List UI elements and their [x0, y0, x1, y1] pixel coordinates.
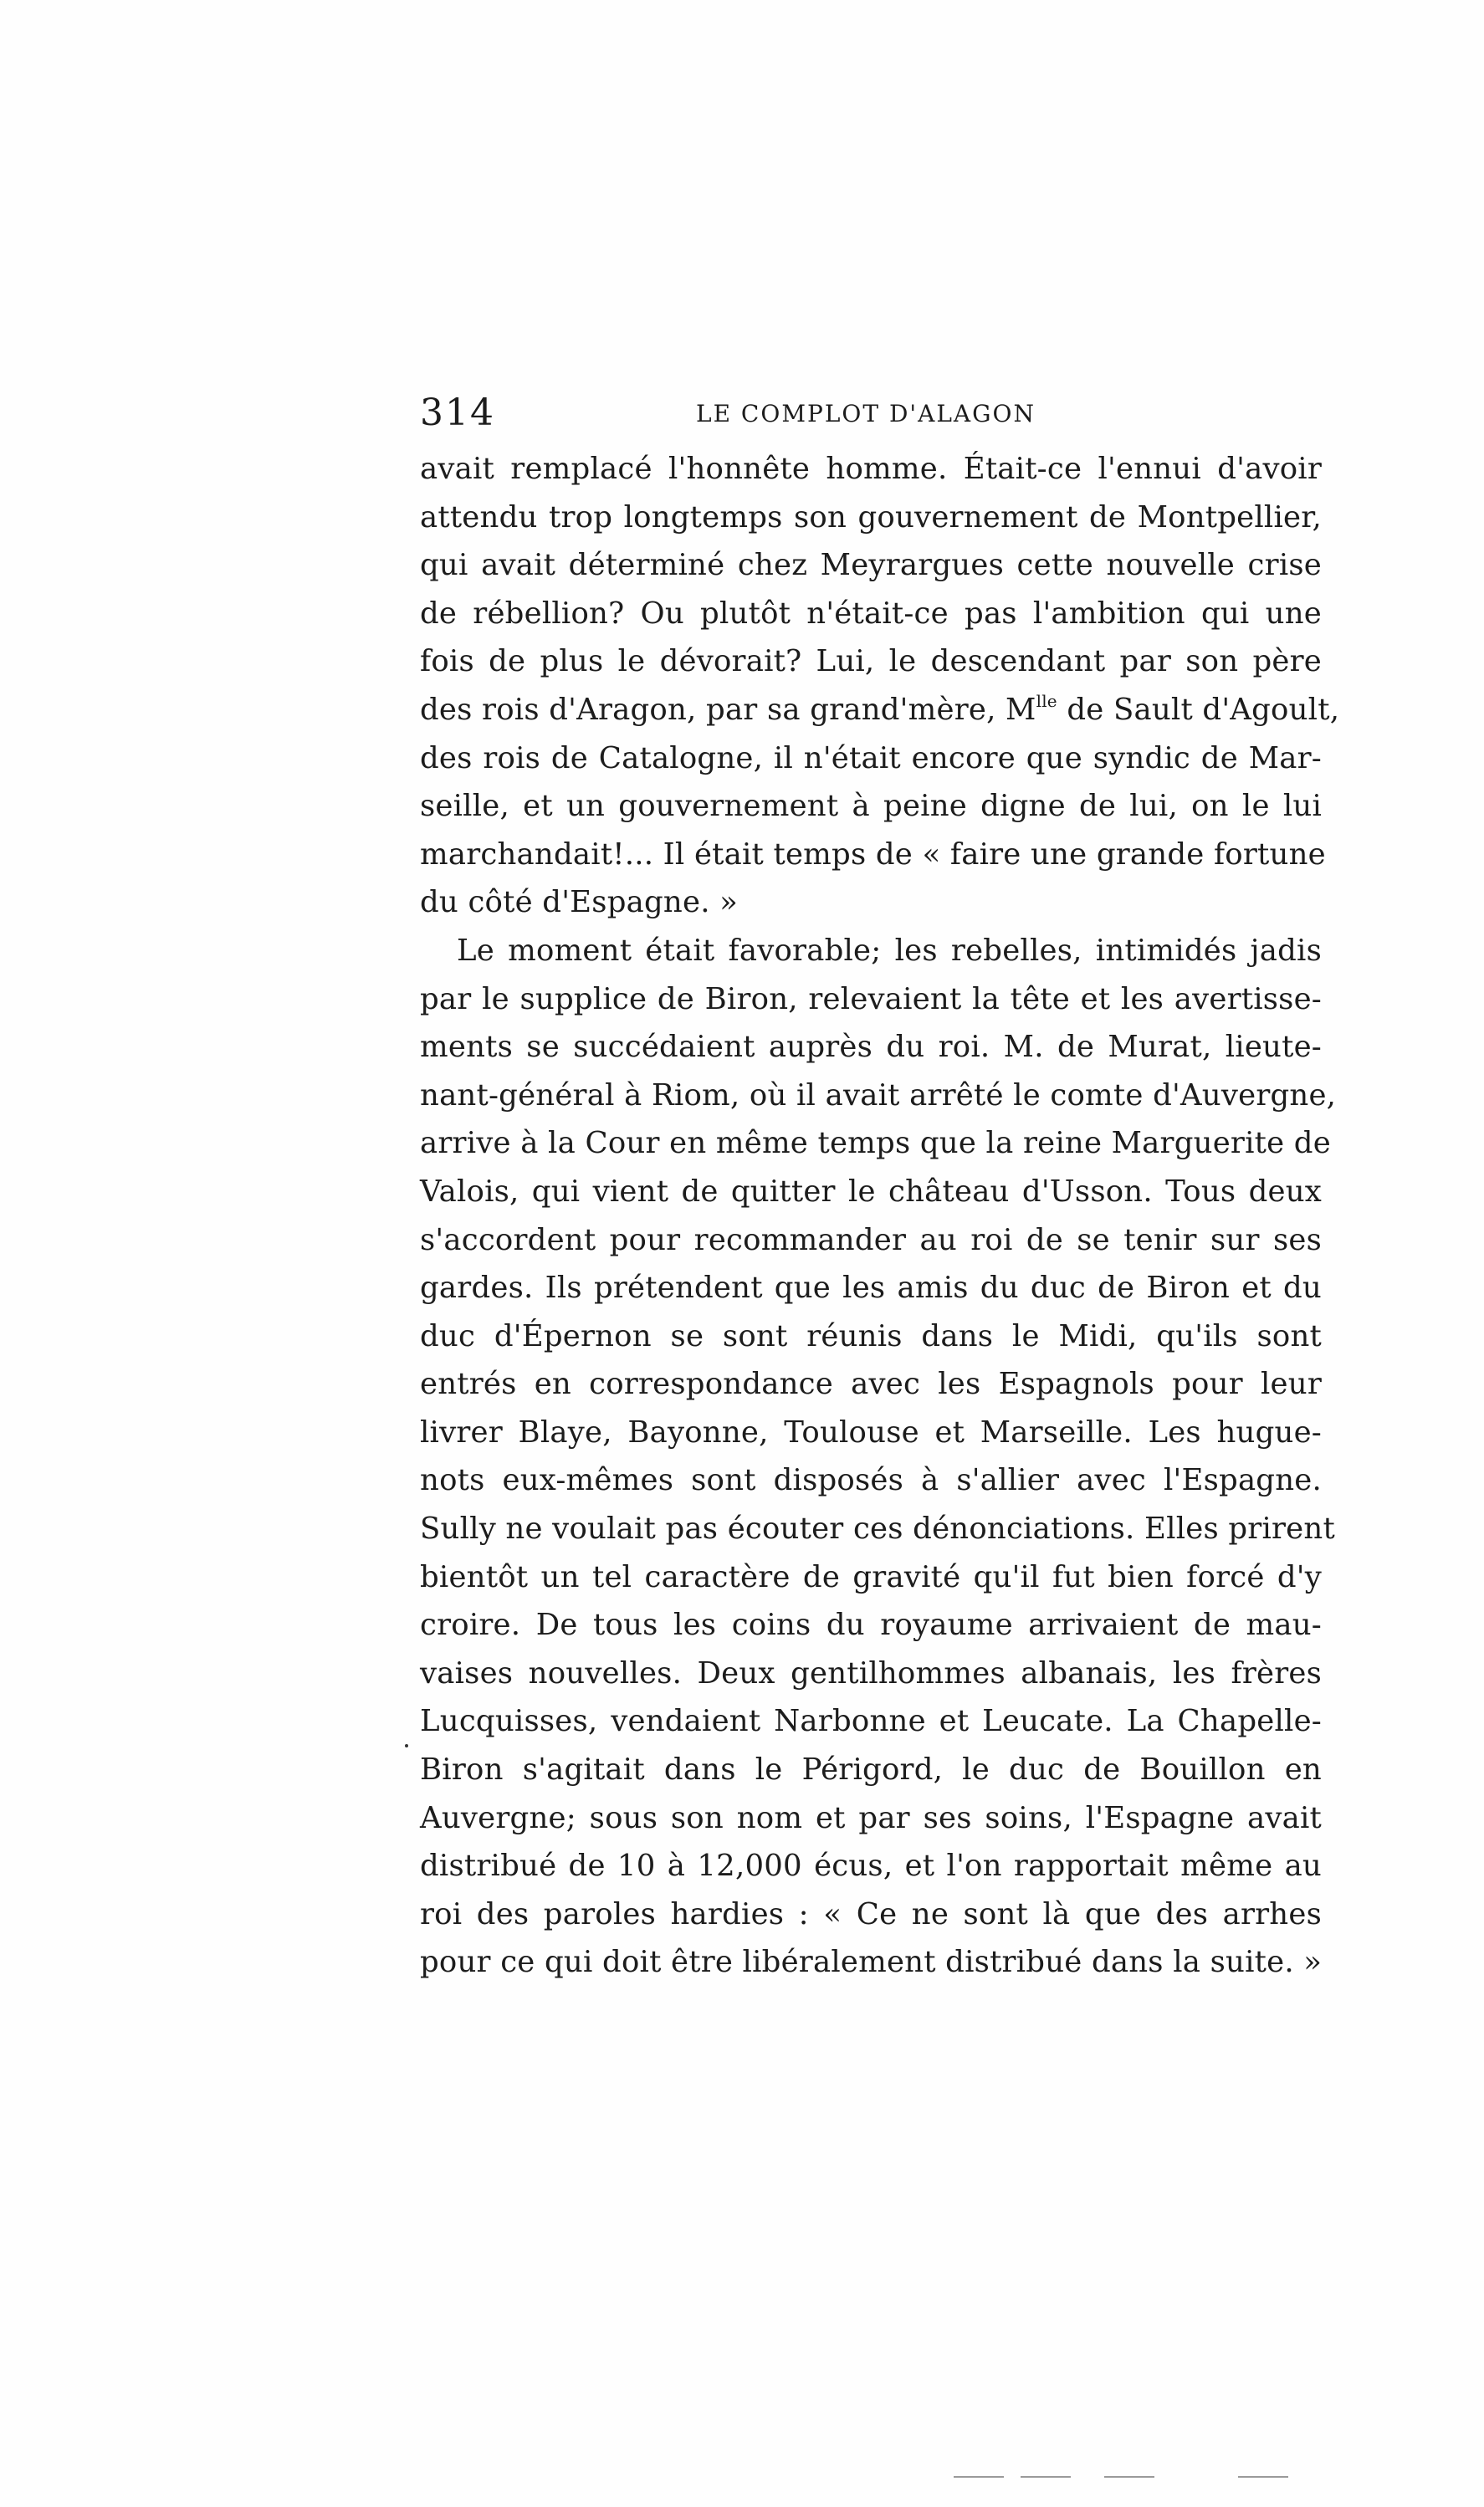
text-line: arrive à la Cour en même temps que la reine Marguerite de: [420, 1126, 1331, 1161]
text-line: pour ce qui doit être libéralement distribué dans la suite. »: [420, 1945, 1323, 1980]
text-line: seille, et un gouvernement à peine digne de lui, on le lui: [420, 789, 1322, 824]
text-line: roi des paroles hardies : « Ce ne sont là que des arrhes: [420, 1896, 1322, 1931]
bottom-scan-mark: [954, 2476, 1004, 2478]
text-line: avait remplacé l'honnête homme. Était-ce l'ennui d'avoir: [420, 452, 1322, 486]
text-line: nots eux-mêmes sont disposés à s'allier avec l'Espagne.: [420, 1463, 1322, 1498]
text-line: distribué de 10 à 12,000 écus, et l'on rapportait même au: [420, 1849, 1322, 1884]
text-line-part: des rois d'Aragon, par sa grand'mère, M: [420, 692, 1036, 727]
bottom-scan-mark: [1104, 2476, 1154, 2478]
text-line: Auvergne; sous son nom et par ses soins, l'Espagne avait: [420, 1800, 1322, 1835]
text-line: du côté d'Espagne. »: [420, 885, 739, 920]
text-line: des rois de Catalogne, il n'était encore que syndic de Mar-: [420, 740, 1322, 775]
text-line: Valois, qui vient de quitter le château d'Usson. Tous deux: [420, 1174, 1322, 1209]
body-text: [420, 445, 1340, 1987]
text-line: Le moment était favorable; les rebelles, intimidés jadis: [457, 933, 1322, 968]
text-line: Lucquisses, vendaient Narbonne et Leucate. La Chapelle-: [420, 1704, 1322, 1739]
text-line: croire. De tous les coins du royaume arrivaient de mau-: [420, 1608, 1322, 1643]
text-line: attendu trop longtemps son gouvernement de Montpellier,: [420, 499, 1322, 535]
text-line: entrés en correspondance avec les Espagnols pour leur: [420, 1367, 1322, 1402]
running-head-title: LE COMPLOT D'ALAGON: [696, 400, 1036, 427]
text-line: qui avait déterminé chez Meyrargues cette nouvelle crise: [420, 548, 1322, 583]
text-line: Sully ne voulait pas écouter ces dénonciations. Elles prirent: [420, 1512, 1335, 1547]
text-line: gardes. Ils prétendent que les amis du duc de Biron et du: [420, 1271, 1322, 1306]
text-line: s'accordent pour recommander au roi de se tenir sur ses: [420, 1222, 1322, 1257]
running-head: [420, 391, 1340, 442]
text-line: nant-général à Riom, où il avait arrêté le comte d'Auvergne,: [420, 1077, 1337, 1113]
text-line: duc d'Épernon se sont réunis dans le Midi, qu'ils sont: [420, 1318, 1322, 1353]
text-line: [420, 686, 1340, 734]
text-line: Biron s'agitait dans le Périgord, le duc de Bouillon en: [420, 1752, 1322, 1788]
page-number: 314: [420, 391, 495, 434]
margin-speck: [405, 1744, 408, 1747]
text-line: livrer Blaye, Bayonne, Toulouse et Marseille. Les hugue-: [420, 1415, 1322, 1450]
superscript-mlle: lle: [1036, 691, 1057, 712]
text-line-part: de Sault d'Agoult,: [1057, 692, 1340, 727]
bottom-scan-mark: [1021, 2476, 1071, 2478]
text-line: de rébellion? Ou plutôt n'était-ce pas l'ambition qui une: [420, 596, 1322, 631]
bottom-scan-mark: [1238, 2476, 1288, 2478]
text-line: par le supplice de Biron, relevaient la tête et les avertisse-: [420, 981, 1322, 1016]
text-line: marchandait!... Il était temps de « faire une grande fortune: [420, 837, 1326, 872]
text-line: bientôt un tel caractère de gravité qu'il fut bien forcé d'y: [420, 1559, 1322, 1594]
text-line: fois de plus le dévorait? Lui, le descendant par son père: [420, 644, 1322, 679]
text-line: ments se succédaient auprès du roi. M. de Murat, lieute-: [420, 1030, 1322, 1065]
text-line: vaises nouvelles. Deux gentilhommes albanais, les frères: [420, 1655, 1322, 1691]
